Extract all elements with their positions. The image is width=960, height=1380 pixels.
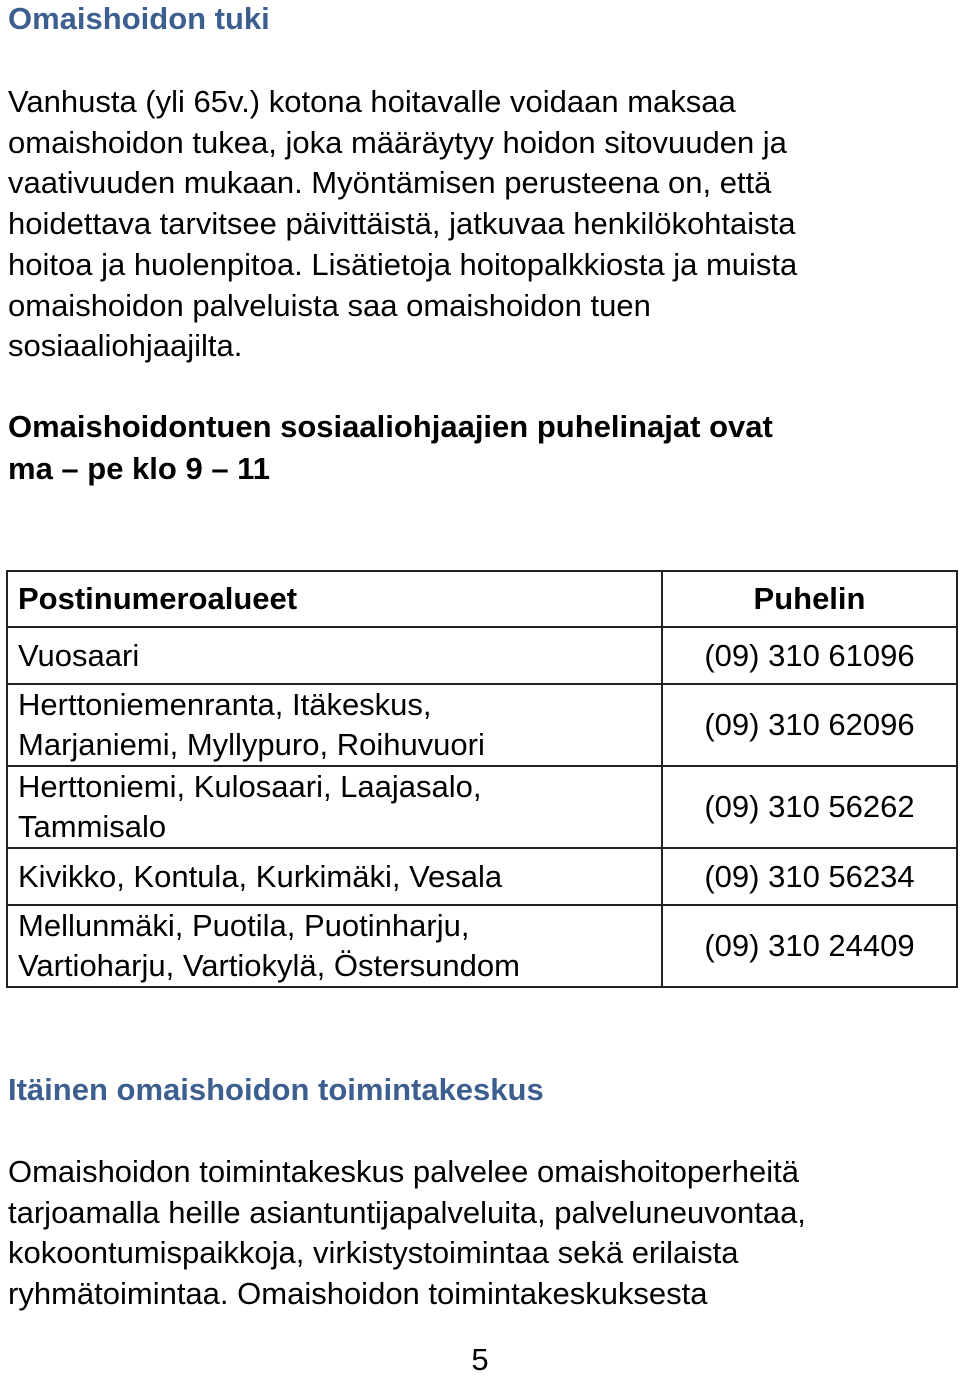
phone-cell: (09) 310 62096 xyxy=(662,684,957,766)
phone-cell: (09) 310 24409 xyxy=(662,905,957,987)
toimintakeskus-paragraph xyxy=(8,1152,953,1315)
paragraph-line: ryhmätoimintaa. Omaishoidon toimintakeskuksesta xyxy=(8,1276,708,1312)
paragraph-line: Omaishoidon toimintakeskus palvelee omaishoitoperheitä xyxy=(8,1154,799,1189)
header-postal-areas: Postinumeroalueet xyxy=(7,571,662,627)
area-line: Herttoniemi, Kulosaari, Laajasalo, xyxy=(18,769,482,804)
area-line: Vartioharju, Vartiokylä, Östersundom xyxy=(18,948,520,983)
area-cell xyxy=(7,684,662,766)
table-row xyxy=(7,905,957,987)
area-line: Mellunmäki, Puotila, Puotinharju, xyxy=(18,908,470,943)
area-line: Marjaniemi, Myllypuro, Roihuvuori xyxy=(18,727,485,762)
paragraph-line: omaishoidon palveluista saa omaishoidon tuen xyxy=(8,287,651,323)
section-heading-toimintakeskus: Itäinen omaishoidon toimintakeskus xyxy=(8,1072,544,1107)
area-cell xyxy=(7,905,662,987)
paragraph-line: omaishoidon tukea, joka määräytyy hoidon sitovuuden ja xyxy=(8,124,787,160)
paragraph-line: kokoontumispaikkoja, virkistystoimintaa sekä erilaista xyxy=(8,1235,739,1271)
table-header-row xyxy=(7,571,957,627)
phone-cell: (09) 310 61096 xyxy=(662,627,957,684)
paragraph-line: Vanhusta (yli 65v.) kotona hoitavalle voidaan maksaa xyxy=(8,84,736,119)
area-line: Herttoniemenranta, Itäkeskus, xyxy=(18,687,432,722)
phone-hours-line: ma – pe klo 9 – 11 xyxy=(8,451,270,486)
area-cell xyxy=(7,627,662,684)
table-row xyxy=(7,766,957,848)
paragraph-line: vaativuuden mukaan. Myöntämisen perusteena on, että xyxy=(8,165,772,201)
area-line: Kivikko, Kontula, Kurkimäki, Vesala xyxy=(18,858,503,894)
header-phone: Puhelin xyxy=(662,571,957,627)
area-cell xyxy=(7,766,662,848)
area-cell xyxy=(7,848,662,905)
area-line: Vuosaari xyxy=(18,637,140,673)
phone-hours-note xyxy=(8,406,773,490)
phone-table xyxy=(6,570,958,988)
phone-cell: (09) 310 56262 xyxy=(662,766,957,848)
phone-cell: (09) 310 56234 xyxy=(662,848,957,905)
phone-hours-line: Omaishoidontuen sosiaaliohjaajien puhelinajat ovat xyxy=(8,409,773,444)
paragraph-line: tarjoamalla heille asiantuntijapalveluita, palveluneuvontaa, xyxy=(8,1194,806,1230)
area-line: Tammisalo xyxy=(18,809,167,844)
paragraph-line: sosiaaliohjaajilta. xyxy=(8,328,243,364)
table-row xyxy=(7,848,957,905)
section-heading-omaishoidon-tuki: Omaishoidon tuki xyxy=(8,1,270,36)
table-row xyxy=(7,627,957,684)
table-row xyxy=(7,684,957,766)
intro-paragraph xyxy=(8,82,953,367)
page-number: 5 xyxy=(471,1342,489,1377)
paragraph-line: hoitoa ja huolenpitoa. Lisätietoja hoitopalkkiosta ja muista xyxy=(8,246,798,282)
paragraph-line: hoidettava tarvitsee päivittäistä, jatkuvaa henkilökohtaista xyxy=(8,206,796,242)
